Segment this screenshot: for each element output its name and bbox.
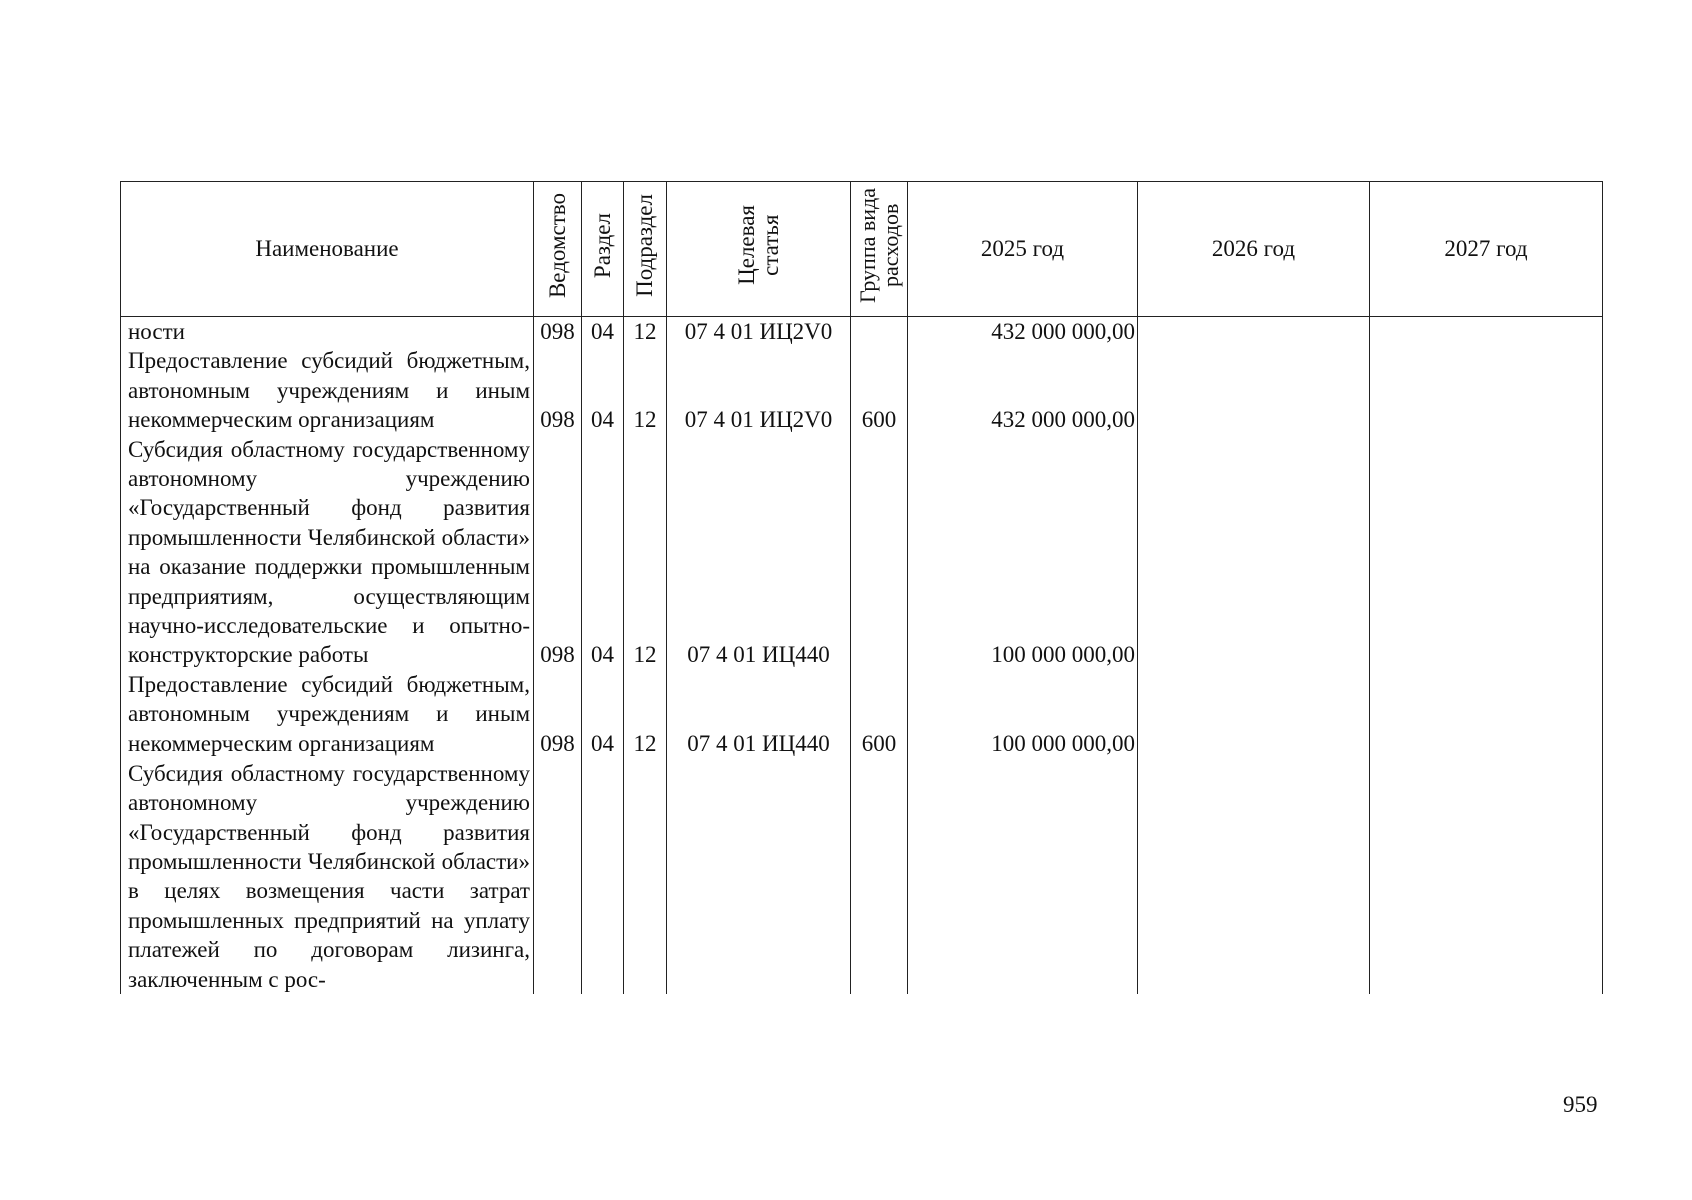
row-subsection bbox=[624, 758, 667, 994]
row-amount-2027 bbox=[1370, 758, 1603, 994]
row-amount-2026 bbox=[1138, 435, 1370, 670]
header-department-label: Ведомство bbox=[544, 192, 570, 298]
page-number: 959 bbox=[1563, 1092, 1598, 1117]
row-name: Предоставление субсидий бюджетным, автономным учреждениям и иным некоммерческим организациям bbox=[121, 670, 534, 758]
row-expense-group bbox=[851, 758, 908, 994]
header-year-2025-label: 2025 год bbox=[980, 236, 1065, 262]
row-section: 04 bbox=[582, 670, 624, 758]
header-subsection bbox=[624, 182, 667, 317]
budget-table bbox=[120, 181, 1603, 994]
row-amount-2025: 100 000 000,00 bbox=[908, 670, 1138, 758]
row-department: 098 bbox=[534, 670, 582, 758]
row-section bbox=[582, 758, 624, 994]
row-amount-2026 bbox=[1138, 317, 1370, 347]
row-target-article: 07 4 01 ИЦ440 bbox=[667, 670, 851, 758]
row-subsection: 12 bbox=[624, 670, 667, 758]
row-target-article bbox=[667, 758, 851, 994]
header-expense-group bbox=[851, 182, 908, 317]
row-department: 098 bbox=[534, 346, 582, 434]
header-year-2027-label: 2027 год bbox=[1444, 236, 1528, 262]
row-target-article: 07 4 01 ИЦ2V0 bbox=[667, 346, 851, 434]
table-row bbox=[121, 346, 1603, 434]
row-subsection: 12 bbox=[624, 346, 667, 434]
row-amount-2025: 100 000 000,00 bbox=[908, 435, 1138, 670]
row-department bbox=[534, 758, 582, 994]
table-header bbox=[121, 182, 1603, 317]
row-section: 04 bbox=[582, 317, 624, 347]
row-target-article: 07 4 01 ИЦ2V0 bbox=[667, 317, 851, 347]
row-expense-group: 600 bbox=[851, 346, 908, 434]
header-target-article bbox=[667, 182, 851, 317]
row-name: Субсидия областному государственному автономному учреждению «Государственный фонд развития промышленности Челябинской области» на оказание поддержки промышленным предприятиям, осуществляющим научно-исследовательские и опытно-конструкторские работы bbox=[121, 435, 534, 670]
row-section: 04 bbox=[582, 435, 624, 670]
row-amount-2027 bbox=[1370, 670, 1603, 758]
table-row bbox=[121, 317, 1603, 347]
row-name: Предоставление субсидий бюджетным, автономным учреждениям и иным некоммерческим организациям bbox=[121, 346, 534, 434]
row-amount-2027 bbox=[1370, 317, 1603, 347]
header-section-label: Раздел bbox=[589, 212, 615, 278]
row-amount-2025: 432 000 000,00 bbox=[908, 346, 1138, 434]
table-row bbox=[121, 670, 1603, 758]
header-year-2027 bbox=[1370, 182, 1603, 317]
row-amount-2025 bbox=[908, 758, 1138, 994]
header-section bbox=[582, 182, 624, 317]
header-expense-group-label: Группа вида расходов bbox=[855, 187, 903, 303]
header-year-2026-label: 2026 год bbox=[1211, 236, 1296, 262]
row-amount-2025: 432 000 000,00 bbox=[908, 317, 1138, 347]
row-amount-2027 bbox=[1370, 346, 1603, 434]
row-department: 098 bbox=[534, 435, 582, 670]
row-name: ности bbox=[121, 317, 534, 347]
header-subsection-label: Подраздел bbox=[632, 193, 657, 297]
header-target-article-label: Целевая статья bbox=[733, 205, 783, 286]
row-subsection: 12 bbox=[624, 317, 667, 347]
header-department bbox=[534, 182, 582, 317]
header-year-2026 bbox=[1138, 182, 1370, 317]
row-subsection: 12 bbox=[624, 435, 667, 670]
header-year-2025 bbox=[908, 182, 1138, 317]
row-section: 04 bbox=[582, 346, 624, 434]
row-amount-2026 bbox=[1138, 670, 1370, 758]
row-name: Субсидия областному государственному автономному учреждению «Государственный фонд развития промышленности Челябинской области» в целях возмещения части затрат промышленных предприятий на уплату платежей по договорам лизинга, заключенным с рос- bbox=[121, 758, 534, 994]
row-expense-group bbox=[851, 317, 908, 347]
row-department: 098 bbox=[534, 317, 582, 347]
table-body bbox=[121, 317, 1603, 995]
row-amount-2027 bbox=[1370, 435, 1603, 670]
header-name bbox=[121, 182, 534, 317]
row-target-article: 07 4 01 ИЦ440 bbox=[667, 435, 851, 670]
table-row-continued bbox=[121, 758, 1603, 994]
row-expense-group: 600 bbox=[851, 670, 908, 758]
row-amount-2026 bbox=[1138, 758, 1370, 994]
row-expense-group bbox=[851, 435, 908, 670]
table-row bbox=[121, 435, 1603, 670]
header-name-label: Наименование bbox=[255, 236, 399, 262]
row-amount-2026 bbox=[1138, 346, 1370, 434]
